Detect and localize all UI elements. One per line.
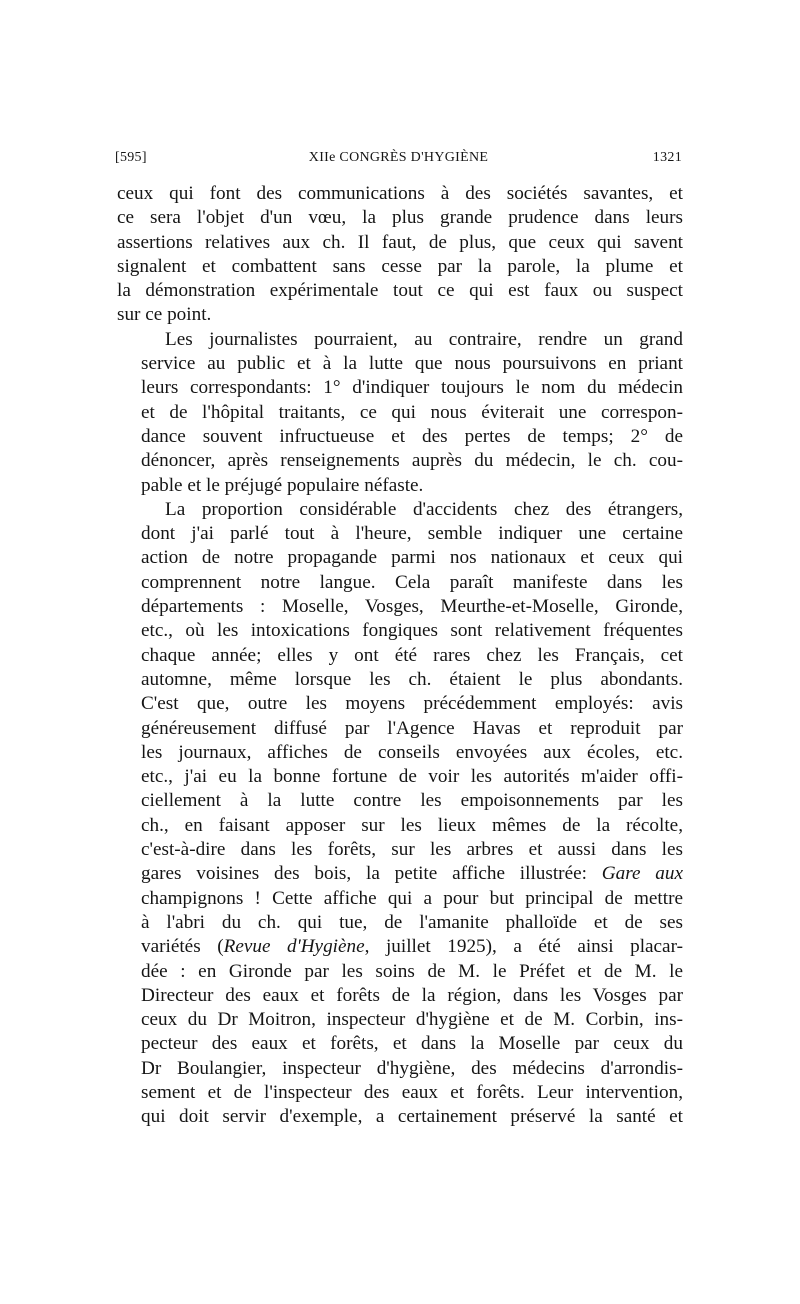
text-line: service au public et à la lutte que nous poursuivons en priant [141,353,683,375]
text-line: qui doit servir d'exemple, a certainement préservé la santé et [141,1106,683,1128]
text-line: départements : Moselle, Vosges, Meurthe-et-Moselle, Gironde, [141,596,683,618]
running-header [115,150,682,172]
text-line: pecteur des eaux et forêts, et dans la Moselle par ceux du [141,1033,683,1055]
text-line: Dr Boulangier, inspecteur d'hygiène, des médecins d'arrondis- [141,1057,683,1079]
text-line: dée : en Gironde par les soins de M. le Préfet et de M. le [141,960,683,982]
text-line: automne, même lorsque les ch. étaient le plus abondants. [141,668,683,690]
text-segment: , juillet 1925), a été ainsi placar- [364,936,683,958]
text-line: Directeur des eaux et forêts de la région, dans les Vosges par [141,984,683,1006]
text-line: La proportion considérable d'accidents chez des étrangers, [165,498,683,520]
text-line: généreusement diffusé par l'Agence Havas et reproduit par [141,717,683,739]
text-line: ciellement à la lutte contre les empoisonnements par les [141,790,683,812]
paragraph-2 [117,328,683,498]
text-line [117,862,683,886]
page-number: 1321 [652,150,682,165]
text-line: etc., où les intoxications fongiques sont relativement fréquentes [141,620,683,642]
text-line: assertions relatives aux ch. Il faut, de plus, que ceux qui savent [117,231,683,253]
text-line: à l'abri du ch. qui tue, de l'amanite phalloïde et de ses [141,911,683,933]
text-segment: variétés ( [141,936,224,958]
page-reference: [595] [115,150,147,165]
text-line: c'est-à-dire dans les forêts, sur les arbres et aussi dans les [141,839,683,861]
text-line: ce sera l'objet d'un vœu, la plus grande prudence dans leurs [117,207,683,229]
text-line: ceux qui font des communications à des sociétés savantes, et [117,183,683,204]
text-segment: gares voisines des bois, la petite affiche illustrée: [141,863,587,885]
text-line: champignons ! Cette affiche qui a pour but principal de mettre [141,887,683,909]
body-text [117,182,683,1130]
text-line: les journaux, affiches de conseils envoyées aux écoles, etc. [141,741,683,763]
text-line [117,935,683,959]
text-line: et de l'hôpital traitants, ce qui nous éviterait une correspon- [141,401,683,423]
paragraph-3 [117,498,683,1130]
paragraph-1 [117,182,683,328]
text-line: action de notre propagande parmi nos nationaux et ceux qui [141,547,683,569]
text-line: dance souvent infructueuse et des pertes de temps; 2° de [141,425,683,447]
text-line: ceux du Dr Moitron, inspecteur d'hygiène et de M. Corbin, ins- [141,1009,683,1031]
text-line: dénoncer, après renseignements auprès du médecin, le ch. cou- [141,450,683,472]
text-line: C'est que, outre les moyens précédemment employés: avis [141,693,683,715]
text-line: dont j'ai parlé tout à l'heure, semble indiquer une certaine [141,523,683,545]
journal-title-italic: Revue d'Hygiène [223,936,365,958]
text-line: la démonstration expérimentale tout ce qui est faux ou suspect [117,280,683,302]
text-line: Les journalistes pourraient, au contraire, rendre un grand [165,328,683,350]
text-line: etc., j'ai eu la bonne fortune de voir les autorités m'aider offi- [141,766,683,788]
text-line: sement et de l'inspecteur des eaux et forêts. Leur intervention, [141,1081,683,1103]
text-line: comprennent notre langue. Cela paraît manifeste dans les [141,571,683,593]
text-line: ch., en faisant apposer sur les lieux mêmes de la récolte, [141,814,683,836]
text-line: leurs correspondants: 1° d'indiquer toujours le nom du médecin [141,377,683,399]
text-line: chaque année; elles y ont été rares chez les Français, cet [141,644,683,666]
running-title: XIIe CONGRÈS D'HYGIÈNE [308,150,489,165]
text-line: sur ce point. [117,304,212,326]
poster-title-italic: Gare aux [601,863,683,885]
text-line: signalent et combattent sans cesse par la parole, la plume et [117,255,683,277]
text-line: pable et le préjugé populaire néfaste. [141,474,424,496]
